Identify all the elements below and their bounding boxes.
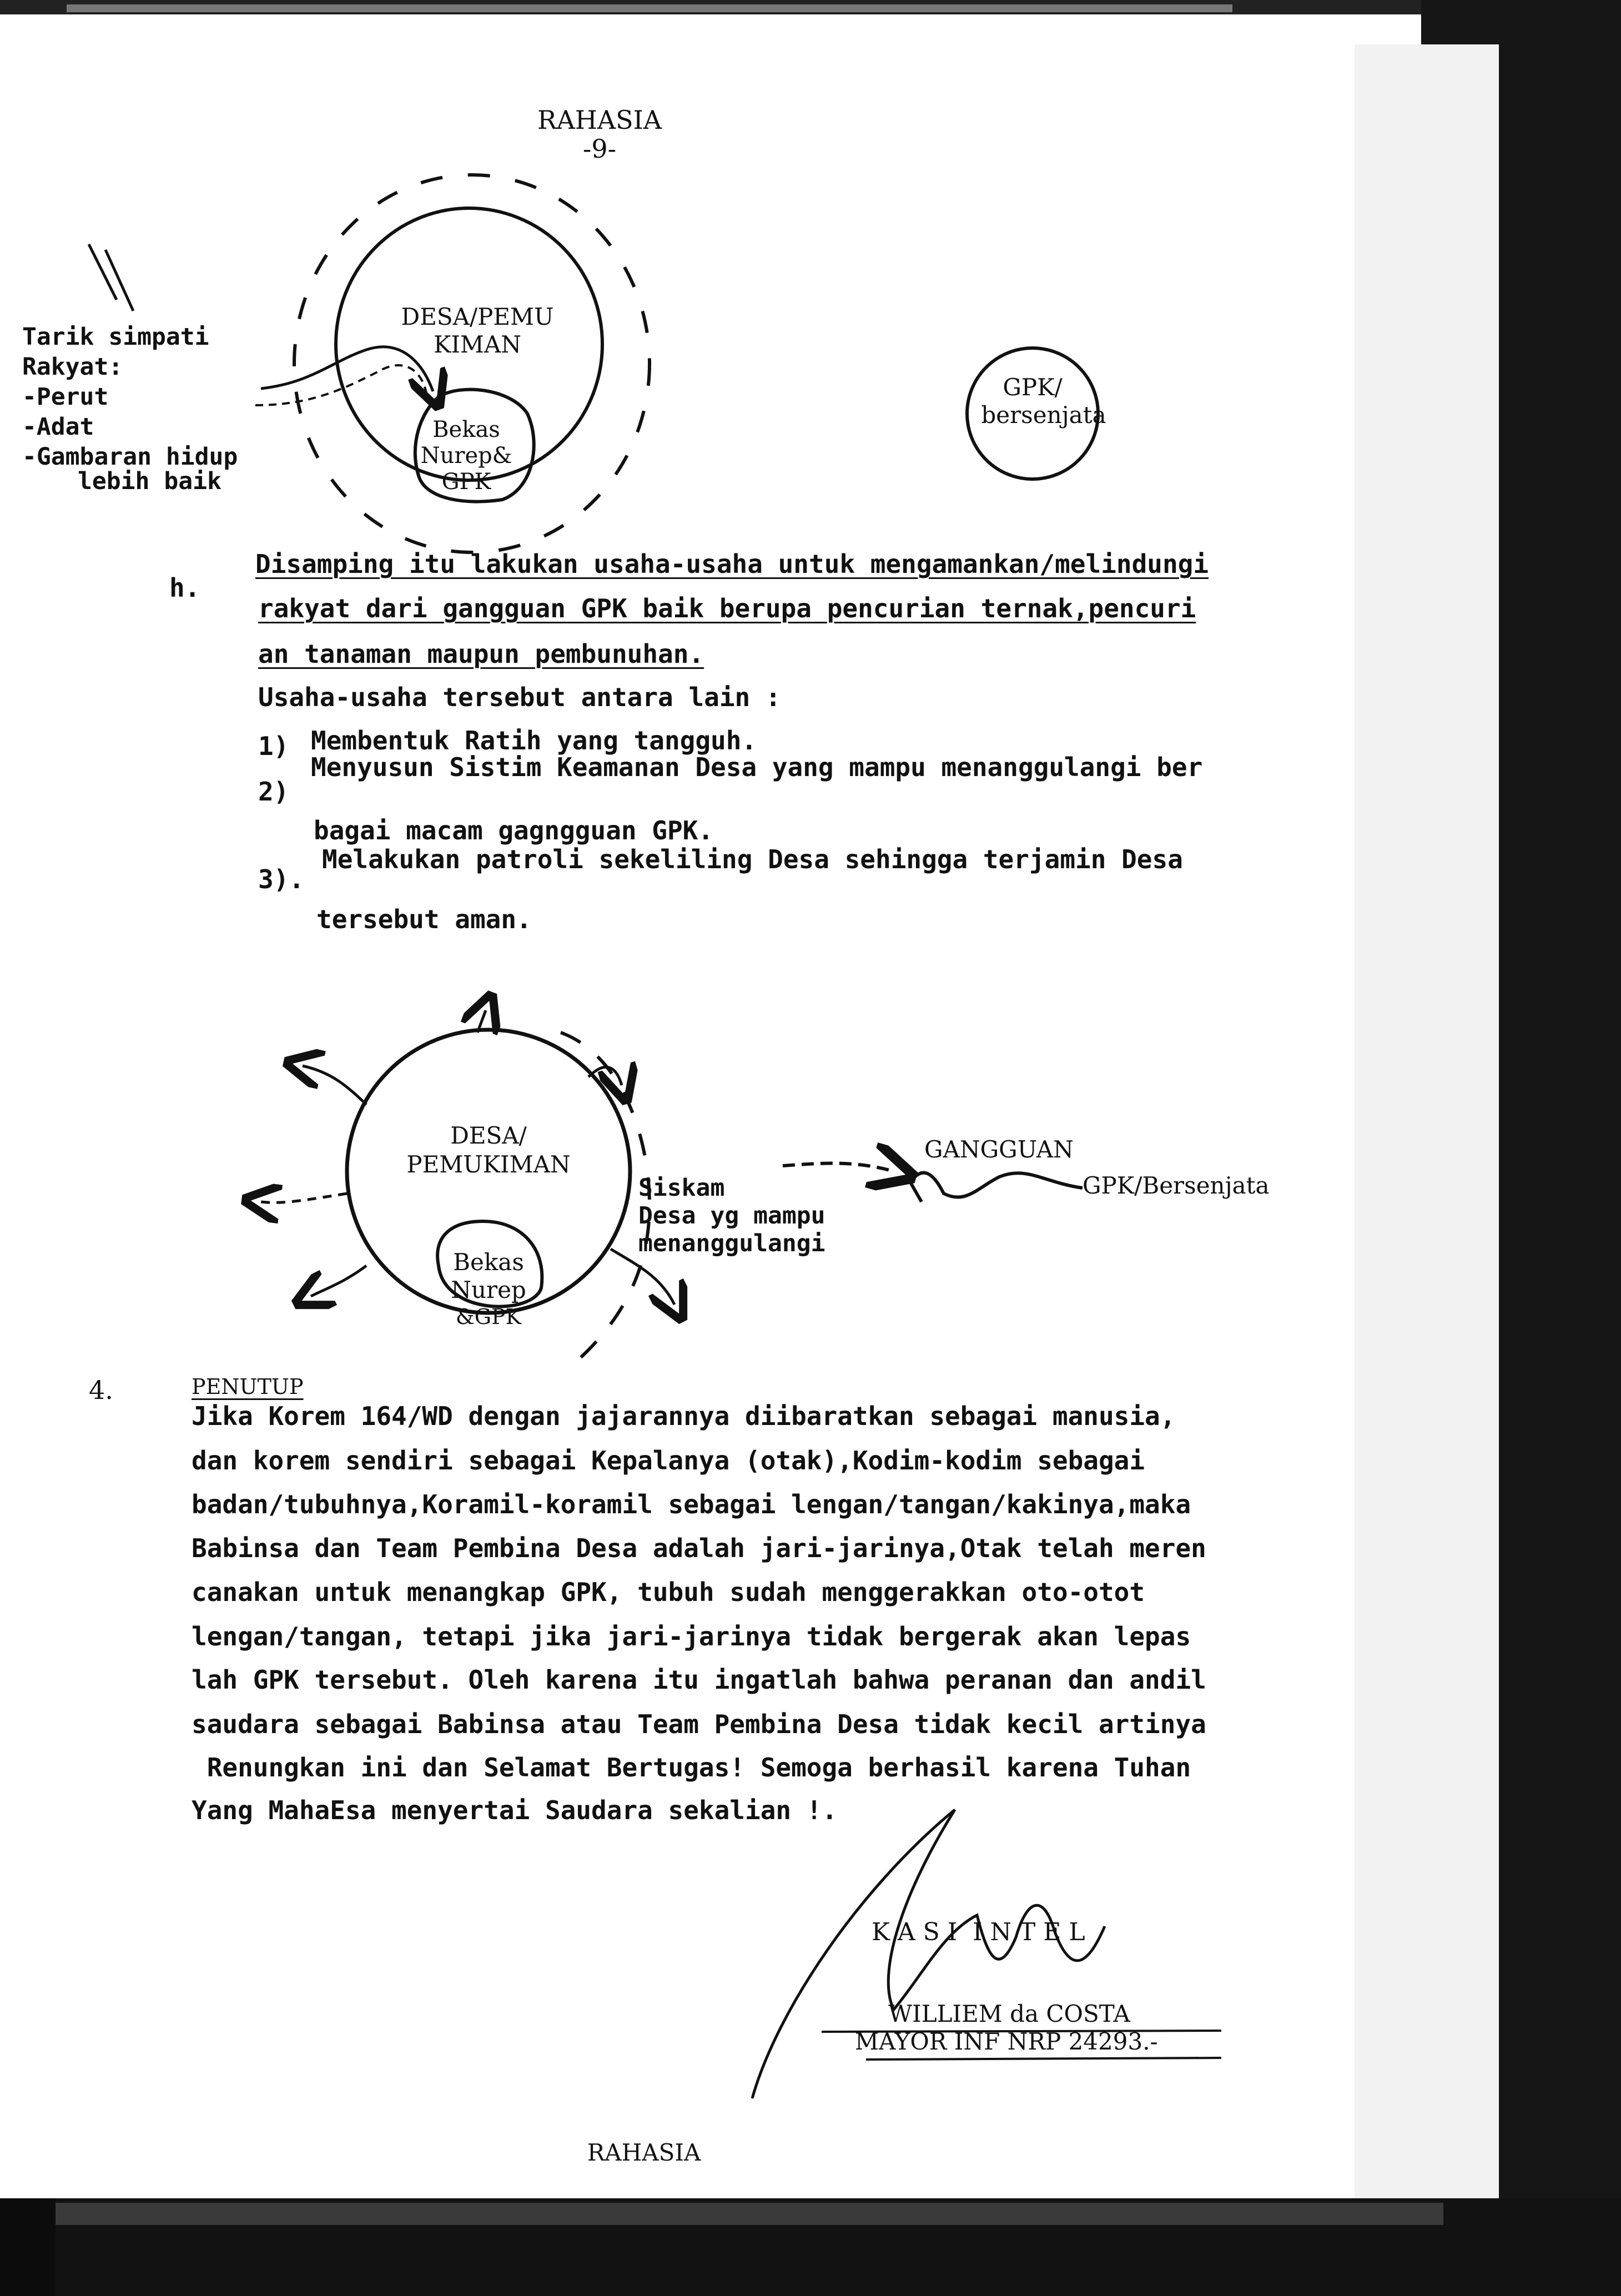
diagram1-left-line: -Adat	[22, 413, 94, 441]
section-h-lead-line: rakyat dari gangguan GPK baik berupa pencurian ternak,pencuri	[258, 593, 1196, 623]
diagram2-bekas-label-1: Bekas	[453, 1248, 524, 1276]
gangguan-wave	[910, 1173, 1083, 1202]
list-item-text: Melakukan patroli sekeliling Desa sehingga terjamin Desa	[322, 844, 1183, 874]
section-4-marker: 4.	[89, 1375, 113, 1405]
patrol-arrow-topleft	[303, 1066, 366, 1105]
diagram1-bekas-label-2: Nurep&	[420, 443, 512, 469]
list-item-text: bagai macam gagngguan GPK.	[314, 815, 714, 845]
section-h-lead-line: Disamping itu lakukan usaha-usaha untuk mengamankan/melindungi	[255, 549, 1209, 579]
diagram1-gpk-label-2: bersenjata	[981, 401, 1106, 429]
diagram1-left-line: -Gambaran hidup	[22, 443, 238, 471]
gangguan-label: GANGGUAN	[924, 1136, 1074, 1163]
footer-classification: RAHASIA	[587, 2139, 701, 2166]
paragraph-line: dan korem sendiri sebagai Kepalanya (otak),Kodim-kodim sebagai	[192, 1446, 1145, 1476]
diagram1-bekas-label-1: Bekas	[432, 417, 500, 442]
signature-position: K A S I I N T E L	[872, 1918, 1085, 1946]
diagram1-left-line: Rakyat:	[22, 353, 123, 381]
list-item-text: Membentuk Ratih yang tangguh.	[311, 726, 757, 756]
paragraph-line: saudara sebagai Babinsa atau Team Pembina Desa tidak kecil artinya	[192, 1709, 1206, 1739]
diagram2-desa-label-2: PEMUKIMAN	[406, 1151, 571, 1178]
paragraph-line: Babinsa dan Team Pembina Desa adalah jari-jarinya,Otak telah meren	[192, 1533, 1206, 1563]
diagram2-desa-label-1: DESA/	[450, 1122, 527, 1149]
section-4-title: PENUTUP	[192, 1374, 304, 1399]
signature-bottom-rule	[866, 2058, 1221, 2060]
patrol-arrow-left	[261, 1194, 347, 1202]
signature-name: WILLIEM da COSTA	[888, 2000, 1130, 2027]
diagram1-gpk-label-1: GPK/	[1003, 374, 1063, 401]
siskam-label-line: menanggulangi	[638, 1230, 825, 1257]
list-item-number: 3).	[258, 864, 305, 894]
diagram2-bekas-label-2: Nurep	[451, 1276, 526, 1303]
list-item-text: Menyusun Sistim Keamanan Desa yang mampu menanggulangi ber	[311, 752, 1203, 782]
paragraph-line: lengan/tangan, tetapi jika jari-jarinya tidak bergerak akan lepas	[192, 1622, 1191, 1651]
diagram1-left-line: -Perut	[22, 383, 109, 411]
list-item-number: 1)	[258, 731, 289, 761]
paragraph-line: Jika Korem 164/WD dengan jajarannya diibaratkan sebagai manusia,	[192, 1401, 1176, 1431]
patrol-arrow-bottomright	[611, 1249, 674, 1305]
gpk-bersenjata-label: GPK/Bersenjata	[1083, 1172, 1270, 1199]
section-h-lead-line: an tanaman maupun pembunuhan.	[258, 639, 704, 669]
siskam-label-line: Desa yg mampu	[638, 1202, 825, 1230]
paragraph-line: lah GPK tersebut. Oleh karena itu ingatlah bahwa peranan dan andil	[192, 1665, 1206, 1695]
siskam-label-line: Siskam	[638, 1174, 725, 1202]
diagram1-left-line: lebih baik	[78, 467, 221, 495]
section-h-intro: Usaha-usaha tersebut antara lain :	[258, 682, 781, 712]
signature-rank: MAYOR INF NRP 24293.-	[855, 2028, 1158, 2055]
paragraph-line: Yang MahaEsa menyertai Saudara sekalian !.	[192, 1795, 838, 1825]
header-page-number: -9-	[582, 134, 617, 164]
paragraph-line: Renungkan ini dan Selamat Bertugas! Semoga berhasil karena Tuhan	[192, 1753, 1191, 1783]
siskam-dashed-arc	[561, 1033, 650, 1366]
diagram1-desa-label-2: KIMAN	[433, 331, 522, 358]
gangguan-dashed-arrow	[783, 1164, 894, 1171]
list-item-text: tersebut aman.	[316, 904, 532, 934]
diagram1-left-line: Tarik simpati	[22, 323, 209, 351]
section-h-marker: h.	[169, 573, 200, 603]
header-classification: RAHASIA	[537, 105, 662, 135]
diagram1-desa-label-1: DESA/PEMU	[401, 303, 554, 330]
list-item-number: 2)	[258, 777, 289, 807]
paragraph-line: badan/tubuhnya,Koramil-koramil sebagai lengan/tangan/kakinya,maka	[192, 1489, 1191, 1519]
margin-scribble-1	[89, 244, 133, 311]
paragraph-line: canakan untuk menangkap GPK, tubuh sudah menggerakkan oto-otot	[192, 1577, 1145, 1607]
diagram1-bekas-label-3: GPK	[441, 469, 491, 495]
patrol-arrow-bottomleft	[311, 1266, 366, 1296]
diagram2-bekas-label-3: &GPK	[455, 1305, 522, 1329]
